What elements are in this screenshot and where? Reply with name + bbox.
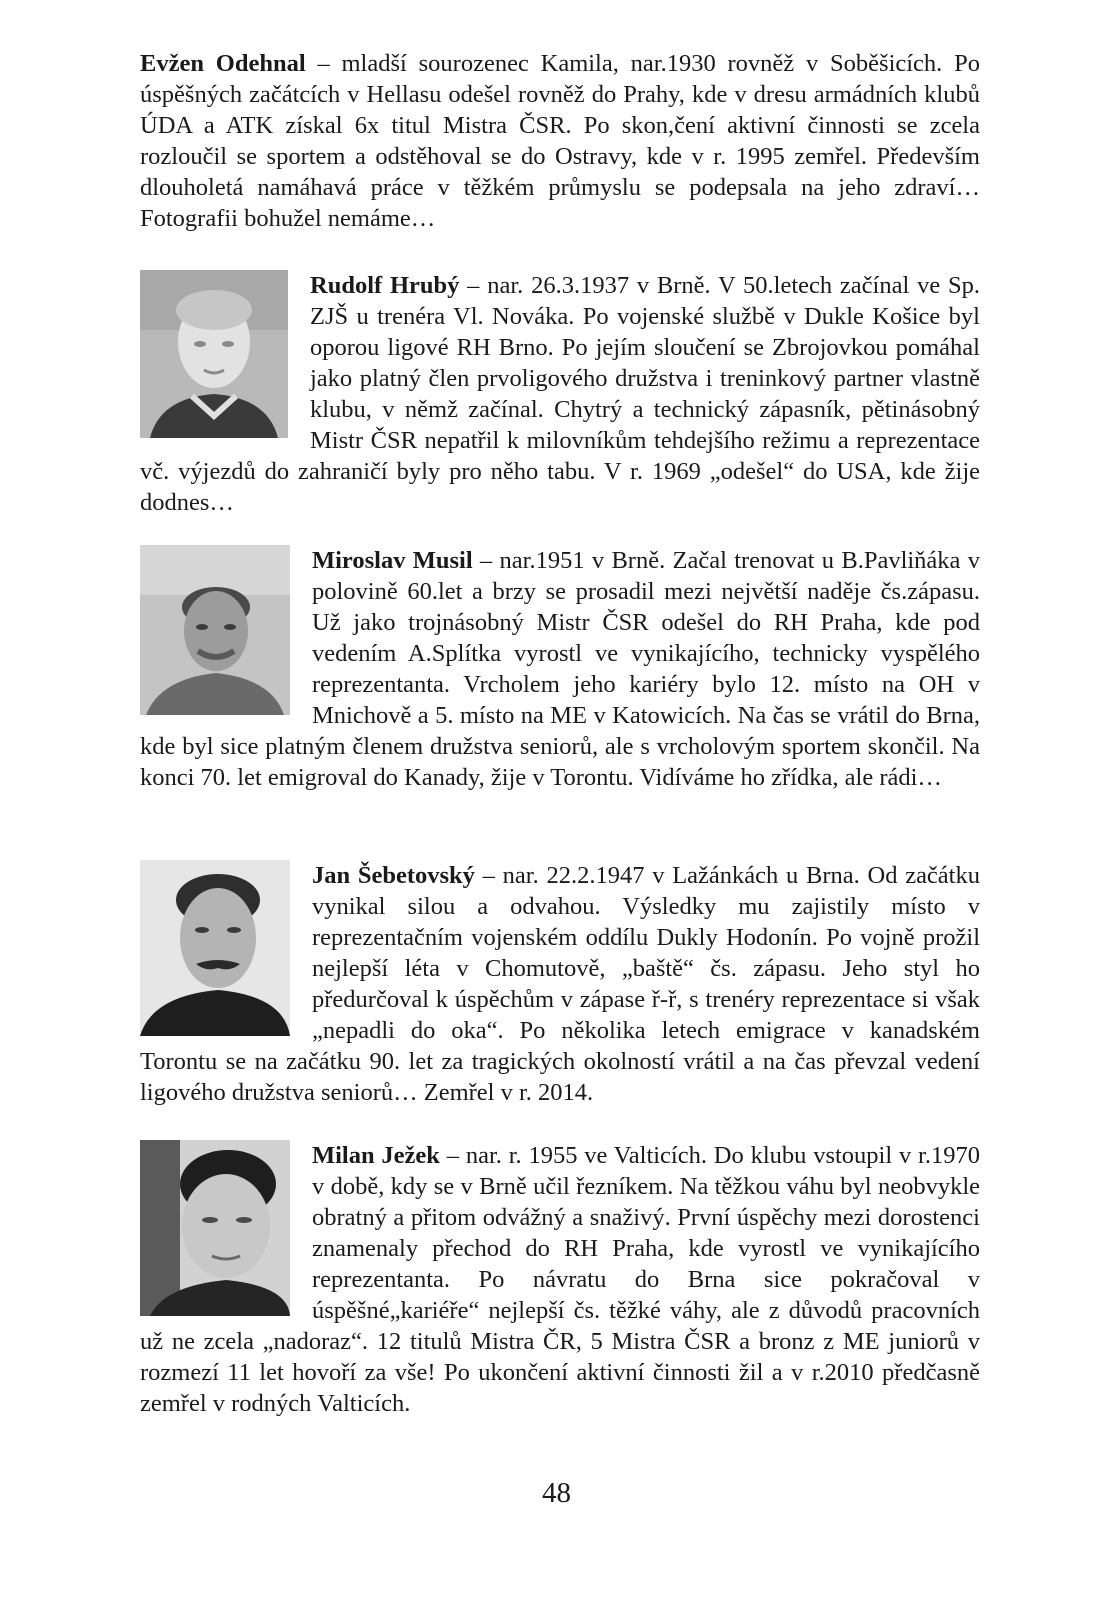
entry-jan-sebetovsky bbox=[140, 860, 980, 1108]
entry-text: – nar.1951 v Brně. Začal trenovat u B.Pavliňáka v polovině 60.let a brzy se prosadil mezi největší naděje čs.zápasu. Už jako trojnásobný Mistr ČSR odešel do RH Praha, kde pod vedením A.Splítka vyrostl ve vynikajícího, technicky vyspělého reprezentanta. Vrcholem jeho kariéry bylo 12. místo na OH v Mnichově a 5. místo na ME v Katowicích. Na čas se vrátil do Brna, kde byl sice platným členem družstva seniorů, ale s vrcholovým sportem skončil. Na konci 70. let emigroval do Kanady, žije v Torontu. Vidíváme ho zřídka, ale rádi… bbox=[140, 547, 980, 791]
page-number: 48 bbox=[542, 1477, 571, 1509]
person-name: Jan Šebetovský bbox=[312, 862, 475, 889]
entry-text: – nar. 22.2.1947 v Lažánkách u Brna. Od začátku vynikal silou a odvahou. Výsledky mu zajistily místo v reprezentačním vojenském oddílu Dukly Hodonín. Po vojně prožil nejlepší léta v Chomutově, „baště“ čs. zápasu. Jeho styl ho předurčoval k úspěchům v zápase ř-ř, s trenéry reprezentace si však „nepadli do oka“. Po několika letech emigrace v kanadském Torontu se na začátku 90. let za tragických okolností vrátil a na čas převzal vedení ligového družstva seniorů… Zemřel v r. 2014. bbox=[140, 862, 980, 1106]
person-name: Miroslav Musil bbox=[312, 547, 473, 574]
entry-evzen-odehnal bbox=[140, 48, 980, 234]
portrait-photo bbox=[140, 860, 290, 1036]
person-name: Milan Ježek bbox=[312, 1142, 440, 1169]
entry-text: – mladší sourozenec Kamila, nar.1930 rovněž v Soběšicích. Po úspěšných začátcích v Hellasu odešel rovněž do Prahy, kde v dresu armádních klubů ÚDA a ATK získal 6x titul Mistra ČSR. Po skon,čení aktivní činnosti se zcela rozloučil se sportem a odstěhoval se do Ostravy, kde v r. 1995 zemřel. Především dlouholetá namáhavá práce v těžkém průmyslu se podepsala na jeho zdraví… Fotografii bohužel nemáme… bbox=[140, 50, 980, 232]
portrait-photo bbox=[140, 270, 288, 438]
entry-paragraph bbox=[140, 48, 980, 234]
entry-text: – nar. 26.3.1937 v Brně. V 50.letech začínal ve Sp. ZJŠ u trenéra Vl. Nováka. Po vojenské službě v Dukle Košice byl oporou ligové RH Brno. Po jejím sloučení se Zbrojovkou pomáhal jako platný člen prvoligového družstva i treninkový partner vlastně klubu, v němž začínal. Chytrý a technický zápasník, pětinásobný Mistr ČSR nepatřil k milovníkům tehdejšího režimu a reprezentace vč. výjezdů do zahraničí byly pro něho tabu. V r. 1969 „odešel“ do USA, kde žije dodnes… bbox=[140, 272, 980, 516]
entry-text: – nar. r. 1955 ve Valticích. Do klubu vstoupil v r.1970 v době, kdy se v Brně učil řezníkem. Na těžkou váhu byl neobvykle obratný a přitom odvážný a snaživý. První úspěchy mezi dorostenci znamenaly přechod do RH Praha, kde vyrostl ve vynikajícího reprezentanta. Po návratu do Brna sice pokračoval v úspěšné„kariéře“ nejlepší čs. těžké váhy, ale z důvodů pracovních už ne zcela „nadoraz“. 12 titulů Mistra ČR, 5 Mistra ČSR a bronz z ME juniorů v rozmezí 11 let hovoří za vše! Po ukončení aktivní činnosti žil a v r.2010 předčasně zemřel v rodných Valticích. bbox=[140, 1142, 980, 1417]
entry-milan-jezek bbox=[140, 1140, 980, 1419]
portrait-photo bbox=[140, 1140, 290, 1316]
portrait-photo bbox=[140, 545, 290, 715]
entry-miroslav-musil bbox=[140, 545, 980, 793]
person-name: Evžen Odehnal bbox=[140, 50, 306, 77]
entry-rudolf-hruby bbox=[140, 270, 980, 518]
person-name: Rudolf Hrubý bbox=[310, 272, 460, 299]
